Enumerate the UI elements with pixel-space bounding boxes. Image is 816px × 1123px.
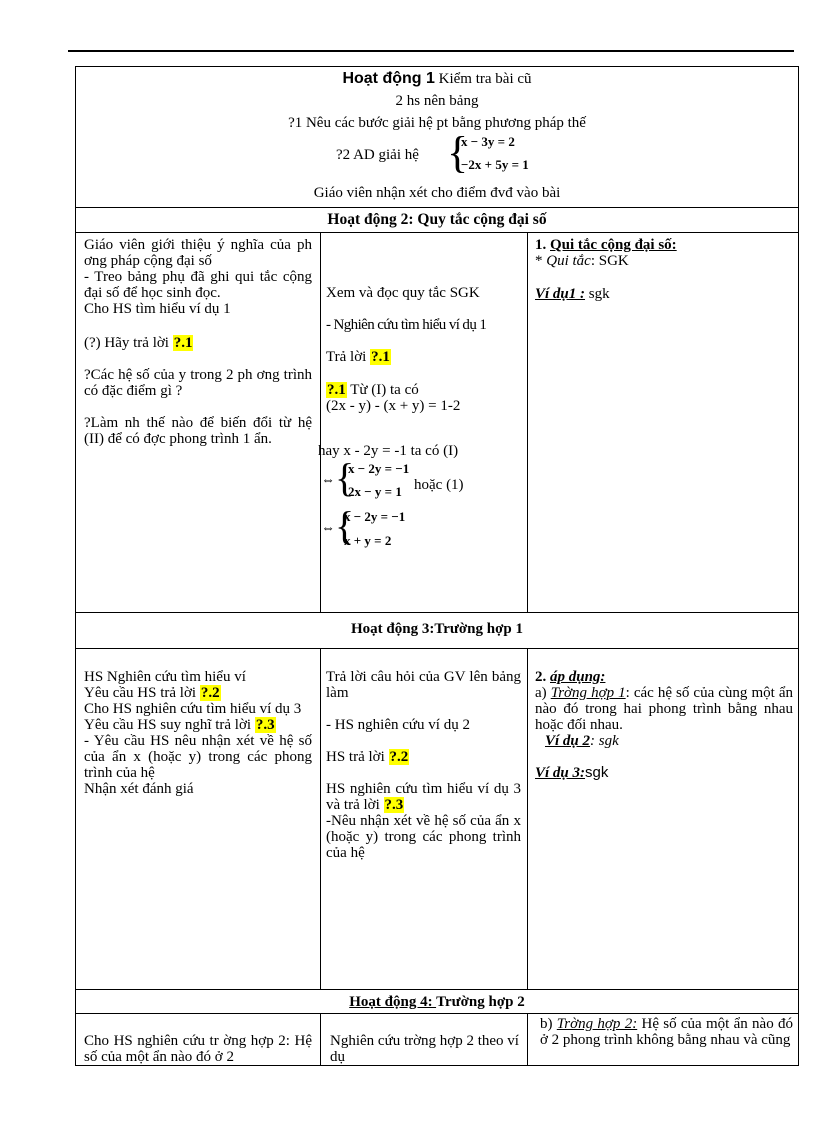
text-span: Trường hợp 2 <box>436 994 525 1010</box>
text-span: (?) Hãy trả lời <box>84 335 169 351</box>
text-span: sgk <box>585 286 610 302</box>
activity-2-title: Hoạt động 2: Quy tắc cộng đại số <box>327 211 547 228</box>
text-paragraph <box>535 765 793 781</box>
text-paragraph: HS Nghiên cứu tìm hiểu ví <box>84 669 246 685</box>
text-span: * <box>535 253 547 269</box>
activity-1-subtitle: Kiểm tra bài cũ <box>434 71 532 87</box>
question-tag: ?.2 <box>200 685 220 701</box>
text-span: Từ (I) ta có <box>346 382 419 398</box>
question-tag: ?.1 <box>173 335 193 351</box>
activity-1-title <box>75 68 799 90</box>
text-paragraph: ?Làm nh thế nào để biến đổi từ hệ (II) để có đợc phong trình 1 ẩn. <box>84 415 312 447</box>
column-divider <box>527 648 528 989</box>
page-header-rule <box>68 50 794 52</box>
column-divider <box>320 232 321 612</box>
row-divider <box>75 648 799 649</box>
question-tag: ?.3 <box>384 797 404 813</box>
system-equation: x + y = 2 <box>344 533 392 548</box>
text-paragraph: (2x - y) - (x + y) = 1-2 <box>326 398 461 414</box>
section-heading <box>535 669 793 685</box>
text-span: : SGK <box>590 253 629 269</box>
activity-4-student-col: Nghiên cứu trờng hợp 2 theo ví dụ <box>330 1033 519 1065</box>
text-paragraph: Trả lời câu hỏi của GV lên bảng làm <box>326 669 521 701</box>
text-span: : các hệ số của cùng một ẩn nào đó trong hai phong trình bằng nhau hoặc đối nhau. <box>535 685 793 733</box>
text-span: HS trả lời <box>326 749 385 765</box>
activity-3-board-col <box>535 669 793 781</box>
text-paragraph: hay x - 2y = -1 ta có (I) <box>318 443 459 459</box>
text-paragraph: - HS nghiên cứu ví dụ 2 <box>326 717 470 733</box>
text-paragraph: - Nghiên cứu tìm hiểu ví dụ 1 <box>326 317 487 333</box>
column-divider <box>320 648 321 989</box>
text-paragraph <box>535 733 793 749</box>
question-tag: ?.1 <box>327 382 346 398</box>
text-span: Yêu cầu HS trả lời <box>84 685 197 701</box>
text-paragraph: - Treo bảng phụ đã ghi qui tắc cộng đại số để học sinh đọc. <box>84 269 312 301</box>
activity-1-label: Hoạt động 1 <box>342 70 435 87</box>
text-paragraph <box>84 717 312 733</box>
text-span: : sgk <box>590 733 619 749</box>
text-span: Yêu cầu HS suy nghĩ trả lời <box>84 717 252 733</box>
text-span: b) <box>540 1016 557 1032</box>
column-divider <box>320 1013 321 1066</box>
system-equation: x − 2y = −1 <box>348 461 410 476</box>
system-brace: { <box>335 503 355 548</box>
activity-3-title: Hoạt động 3:Trường hợp 1 <box>350 621 524 637</box>
equivalence-arrow: ⇔ <box>321 473 335 488</box>
row-divider <box>75 207 799 208</box>
activity-4-teacher-col: Cho HS nghiên cứu tr ờng hợp 2: Hệ số của một ẩn nào đó ở 2 <box>84 1033 312 1065</box>
text-paragraph <box>326 781 521 813</box>
system-equation: −2x + 5y = 1 <box>461 157 529 172</box>
row-divider <box>75 989 799 990</box>
system-equation: x − 3y = 2 <box>461 134 515 149</box>
system-equation: x − 2y = −1 <box>344 509 406 524</box>
column-divider <box>527 232 528 612</box>
row-divider <box>75 1013 799 1014</box>
text-span: sgk <box>585 764 609 781</box>
text-paragraph: Nhận xét đánh giá <box>84 781 194 797</box>
row-divider <box>75 612 799 613</box>
activity-2-teacher-col <box>84 237 312 447</box>
activity-2-student-col <box>326 237 521 414</box>
text-span: HS nghiên cứu tìm hiểu ví dụ 3 và trả lời <box>326 781 521 813</box>
row-divider <box>75 232 799 233</box>
question-tag: ?.1 <box>371 349 390 365</box>
text-span: 1. <box>535 237 550 253</box>
text-span: 2. <box>535 669 550 685</box>
activity-1-question-2: ?2 AD giải hệ <box>336 147 419 163</box>
equivalence-arrow: ⇔ <box>321 521 335 536</box>
activity-1-question-1: ?1 Nêu các bước giải hệ pt bằng phương pháp thế <box>288 115 586 131</box>
text-span: Trờng hợp 2: <box>556 1016 638 1032</box>
text-paragraph <box>326 749 521 765</box>
text-span: Ví dụ1 : <box>535 286 586 302</box>
text-span: hoặc (1) <box>414 477 464 493</box>
text-span: Hoạt động 4: <box>349 994 437 1010</box>
text-span: Trả lời <box>326 349 367 365</box>
text-paragraph: Cho HS tìm hiểu ví dụ 1 <box>84 301 231 317</box>
activity-2-board-col <box>535 237 793 302</box>
text-span: áp dụng: <box>550 669 606 685</box>
text-paragraph: -Nêu nhận xét về hệ số của ẩn x (hoặc y) trong các phong trình của hệ <box>326 813 521 861</box>
activity-1-line: 2 hs nên bảng <box>395 93 479 109</box>
question-tag: ?.2 <box>389 749 409 765</box>
text-paragraph <box>326 382 521 398</box>
text-paragraph <box>84 335 312 351</box>
text-paragraph <box>535 685 793 733</box>
text-span: Ví dụ 3: <box>535 765 586 781</box>
system-equation: 2x − y = 1 <box>348 484 402 499</box>
text-span: Qui tắc <box>546 253 591 269</box>
activity-1-line: Giáo viên nhận xét cho điểm đvđ vào bài <box>313 185 561 201</box>
text-span: Trờng hợp 1 <box>550 685 626 701</box>
text-span: Qui tắc cộng đại số: <box>550 237 677 253</box>
section-heading <box>535 237 793 253</box>
activity-4-board-col <box>540 1016 793 1065</box>
text-paragraph: Giáo viên giới thiệu ý nghĩa của ph ơng pháp cộng đại số <box>84 237 312 269</box>
text-paragraph: Xem và đọc quy tắc SGK <box>326 285 480 301</box>
activity-3-student-col <box>326 669 521 861</box>
column-divider <box>527 1013 528 1066</box>
text-paragraph <box>535 286 793 302</box>
text-paragraph <box>326 349 521 365</box>
text-span: Ví dụ 2 <box>545 733 591 749</box>
text-paragraph: ?Các hệ số của y trong 2 ph ơng trình có đặc điểm gì ? <box>84 367 312 399</box>
text-span: a) <box>535 685 551 701</box>
text-span: Hệ số của một ẩn nào đó ở 2 phong trình không bằng nhau và cũng <box>540 1016 793 1048</box>
text-paragraph <box>535 253 793 269</box>
system-brace: { <box>335 455 355 500</box>
activity-4-title <box>75 991 799 1013</box>
text-paragraph: - Yêu cầu HS nêu nhận xét về hệ số của ẩn x (hoặc y) trong các phong trình của hệ <box>84 733 312 781</box>
text-paragraph <box>84 685 312 701</box>
system-brace: { <box>447 128 469 177</box>
activity-3-teacher-col <box>84 669 312 797</box>
question-tag: ?.3 <box>255 717 275 733</box>
text-paragraph: Cho HS nghiên cứu tìm hiểu ví dụ 3 <box>84 701 302 717</box>
